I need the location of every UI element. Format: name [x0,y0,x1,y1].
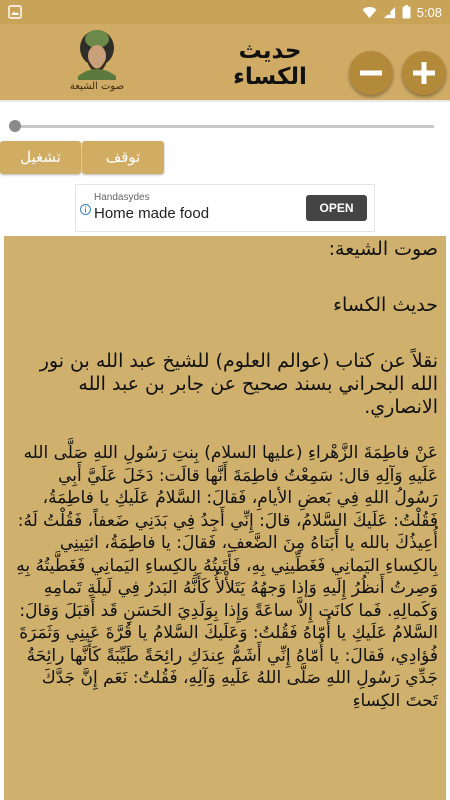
ad-open-button[interactable]: OPEN [306,195,367,221]
status-bar [0,0,450,24]
header-divider [0,100,450,102]
app-logo [66,26,128,92]
hadith-text-panel[interactable] [4,236,446,800]
plus-icon [402,51,446,95]
gallery-notification-icon [8,5,22,19]
seek-bar[interactable] [14,125,434,128]
zoom-in-button[interactable] [402,51,446,95]
ad-info-icon[interactable] [80,204,91,215]
logo-caption: صوت الشيعة [69,81,125,92]
status-icons [362,2,442,22]
ad-headline[interactable]: Home made food [94,205,210,222]
battery-icon [402,5,411,19]
hadith-text: عَنْ فاطِمَةَ الزَّهْراءِ (عليها السلام) بِنتِ رَسُولِ اللهِ صَلَّى الله عَلَيهِ وَآلِهِ قال: سَمِعْتُ فاطِمَةَ أَنَّها قالَت: دَخَلَ عَلَيَّ أَبِي رَسُولُ اللهِ فِي بَعضِ الأيامِ، فَقالَ: السَّلامُ عَلَيكِ يا فاطِمَةُ، فَقُلْتُ: عَلَيكَ السَّلامُ، قالَ: إِنِّي أَجِدُ فِي بَدَنِي ضَعفاً، فَقُلْتُ لَهُ: أُعِيذُكَ بالله يا أَبَتاهُ مِنَ الضَّعفِ، فَقالَ: يا فاطِمَةُ، ائتِينِي بِالكِساءِ اليَمانِي فَغَطِّينِي بِهِ، فَأَتَيتُهُ بِالكِساءِ اليَمانِي فَغَطَّيتُهُ بِهِ وَصِرتُ أَنظُرُ إِلَيهِ وَإذا وَجهُهُ يَتَلأْلأُ كَأَنَّهُ البَدرُ فِي لَيلَةِ تَمامِهِ وَكَمالِهِ. فَما كانَت إِلاَّ ساعَةً وَإِذا بِوَلَدِيَ الحَسَنِ قَد أَقبَلَ وَقالَ: السَّلامُ عَلَيكِ يا أُمّاهُ فَقُلتُ: وَعَلَيكَ السَّلامُ يا قُرَّةَ عَينِي وَثَمَرَةَ فُؤادِي، فَقالَ: يا أُمّاهُ إِنِّي أَشَمُّ عِندَكِ رائِحَةً طَيِّبَةً كَأَنَّها رائِحَةُ جَدِّي رَسُولِ اللهِ صَلَّى اللهُ عَلَيهِ وَآلِهِ، فَقُلتُ: نَعَم إِنَّ جَدَّكَ تَحتَ الكِساءِ [16,443,438,711]
signal-icon [383,6,396,19]
minus-icon [349,51,393,95]
ad-sponsor: Handasydes [94,192,150,203]
seek-bar-thumb[interactable] [9,120,21,132]
page-title: حديث الكساء [233,38,307,90]
status-time: 5:08 [416,4,442,20]
content-title: حديث الكساء [333,294,438,316]
play-button[interactable]: تشغيل [0,141,81,174]
zoom-out-button[interactable] [349,51,393,95]
wifi-icon [362,6,377,19]
pause-button[interactable]: توقف [82,141,164,174]
content-heading: صوت الشيعة: [328,238,438,260]
ad-banner[interactable] [75,184,375,232]
content-intro: نقلاً عن كتاب (عوالم العلوم) للشيخ عبد الله بن نور الله البحراني بسند صحيح عن جابر بن عبد الله الانصاري. [39,350,438,418]
